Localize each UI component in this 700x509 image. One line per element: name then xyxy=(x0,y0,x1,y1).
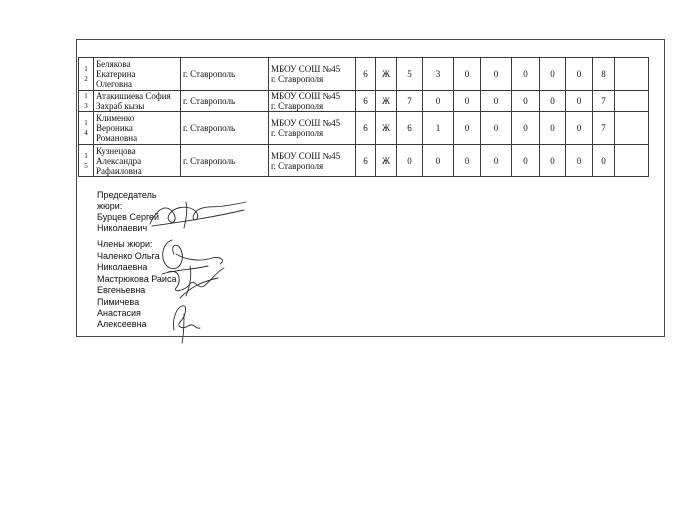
task-3-score-cell: 0 xyxy=(454,112,481,145)
participant-name-cell: Клименко Вероника Романовна xyxy=(94,112,181,145)
notes-cell xyxy=(615,112,649,145)
city-cell: г. Ставрополь xyxy=(181,91,269,112)
row-number-cell: 1 3 xyxy=(79,91,94,112)
sex-cell: Ж xyxy=(376,91,397,112)
city-cell: г. Ставрополь xyxy=(181,112,269,145)
city-cell: г. Ставрополь xyxy=(181,58,269,91)
task-5-score-cell: 0 xyxy=(512,58,540,91)
total-score-cell: 8 xyxy=(593,58,615,91)
grade-cell: 6 xyxy=(356,58,376,91)
total-score-cell: 7 xyxy=(593,112,615,145)
jury-member-2: Мастрюкова Раиса Евгеньевна xyxy=(97,274,177,295)
participant-name-cell: Атакишиева София Захраб кызы xyxy=(94,91,181,112)
row-number-cell: 1 4 xyxy=(79,112,94,145)
school-cell: МБОУ СОШ №45 г. Ставрополя xyxy=(269,91,356,112)
table-row xyxy=(79,145,649,177)
task-7-score-cell: 0 xyxy=(566,58,593,91)
task-6-score-cell: 0 xyxy=(540,145,566,177)
task-2-score-cell: 0 xyxy=(423,145,454,177)
task-1-score-cell: 5 xyxy=(397,58,423,91)
participant-name-cell: Кузнецова Александра Рафаиловна xyxy=(94,145,181,177)
task-3-score-cell: 0 xyxy=(454,91,481,112)
task-5-score-cell: 0 xyxy=(512,91,540,112)
sex-cell: Ж xyxy=(376,145,397,177)
task-6-score-cell: 0 xyxy=(540,91,566,112)
task-4-score-cell: 0 xyxy=(481,112,512,145)
jury-chair-title: Председатель жюри: xyxy=(97,190,157,211)
task-4-score-cell: 0 xyxy=(481,145,512,177)
grade-cell: 6 xyxy=(356,145,376,177)
jury-members-title: Члены жюри: xyxy=(97,239,153,249)
task-3-score-cell: 0 xyxy=(454,145,481,177)
notes-cell xyxy=(615,91,649,112)
jury-chair-name: Бурцев Сергей Николаевич xyxy=(97,212,160,233)
row-number-cell: 1 2 xyxy=(79,58,94,91)
school-cell: МБОУ СОШ №45 г. Ставрополя xyxy=(269,145,356,177)
grade-cell: 6 xyxy=(356,112,376,145)
jury-member-3: Пимичева Анастасия Алексеевна xyxy=(97,297,147,329)
task-5-score-cell: 0 xyxy=(512,112,540,145)
total-score-cell: 7 xyxy=(593,91,615,112)
total-score-cell: 0 xyxy=(593,145,615,177)
school-cell: МБОУ СОШ №45 г. Ставрополя xyxy=(269,58,356,91)
task-1-score-cell: 7 xyxy=(397,91,423,112)
task-5-score-cell: 0 xyxy=(512,145,540,177)
task-3-score-cell: 0 xyxy=(454,58,481,91)
grade-cell: 6 xyxy=(356,91,376,112)
sex-cell: Ж xyxy=(376,112,397,145)
city-cell: г. Ставрополь xyxy=(181,145,269,177)
table-row xyxy=(79,112,649,145)
sex-cell: Ж xyxy=(376,58,397,91)
task-7-score-cell: 0 xyxy=(566,91,593,112)
task-7-score-cell: 0 xyxy=(566,145,593,177)
task-6-score-cell: 0 xyxy=(540,58,566,91)
task-1-score-cell: 6 xyxy=(397,112,423,145)
task-2-score-cell: 0 xyxy=(423,91,454,112)
row-number-cell: 1 5 xyxy=(79,145,94,177)
signature-member-2 xyxy=(160,262,230,302)
table-row xyxy=(79,58,649,91)
school-cell: МБОУ СОШ №45 г. Ставрополя xyxy=(269,112,356,145)
participant-name-cell: Белякова Екатерина Олеговна xyxy=(94,58,181,91)
table-row xyxy=(79,91,649,112)
notes-cell xyxy=(615,58,649,91)
signature-chair xyxy=(140,196,250,236)
signature-member-3 xyxy=(166,300,206,345)
jury-member-1: Чаленко Ольга Николаевна xyxy=(97,251,160,272)
task-1-score-cell: 0 xyxy=(397,145,423,177)
task-2-score-cell: 1 xyxy=(423,112,454,145)
task-4-score-cell: 0 xyxy=(481,58,512,91)
results-table xyxy=(78,57,649,177)
task-4-score-cell: 0 xyxy=(481,91,512,112)
task-6-score-cell: 0 xyxy=(540,112,566,145)
notes-cell xyxy=(615,145,649,177)
task-7-score-cell: 0 xyxy=(566,112,593,145)
task-2-score-cell: 3 xyxy=(423,58,454,91)
